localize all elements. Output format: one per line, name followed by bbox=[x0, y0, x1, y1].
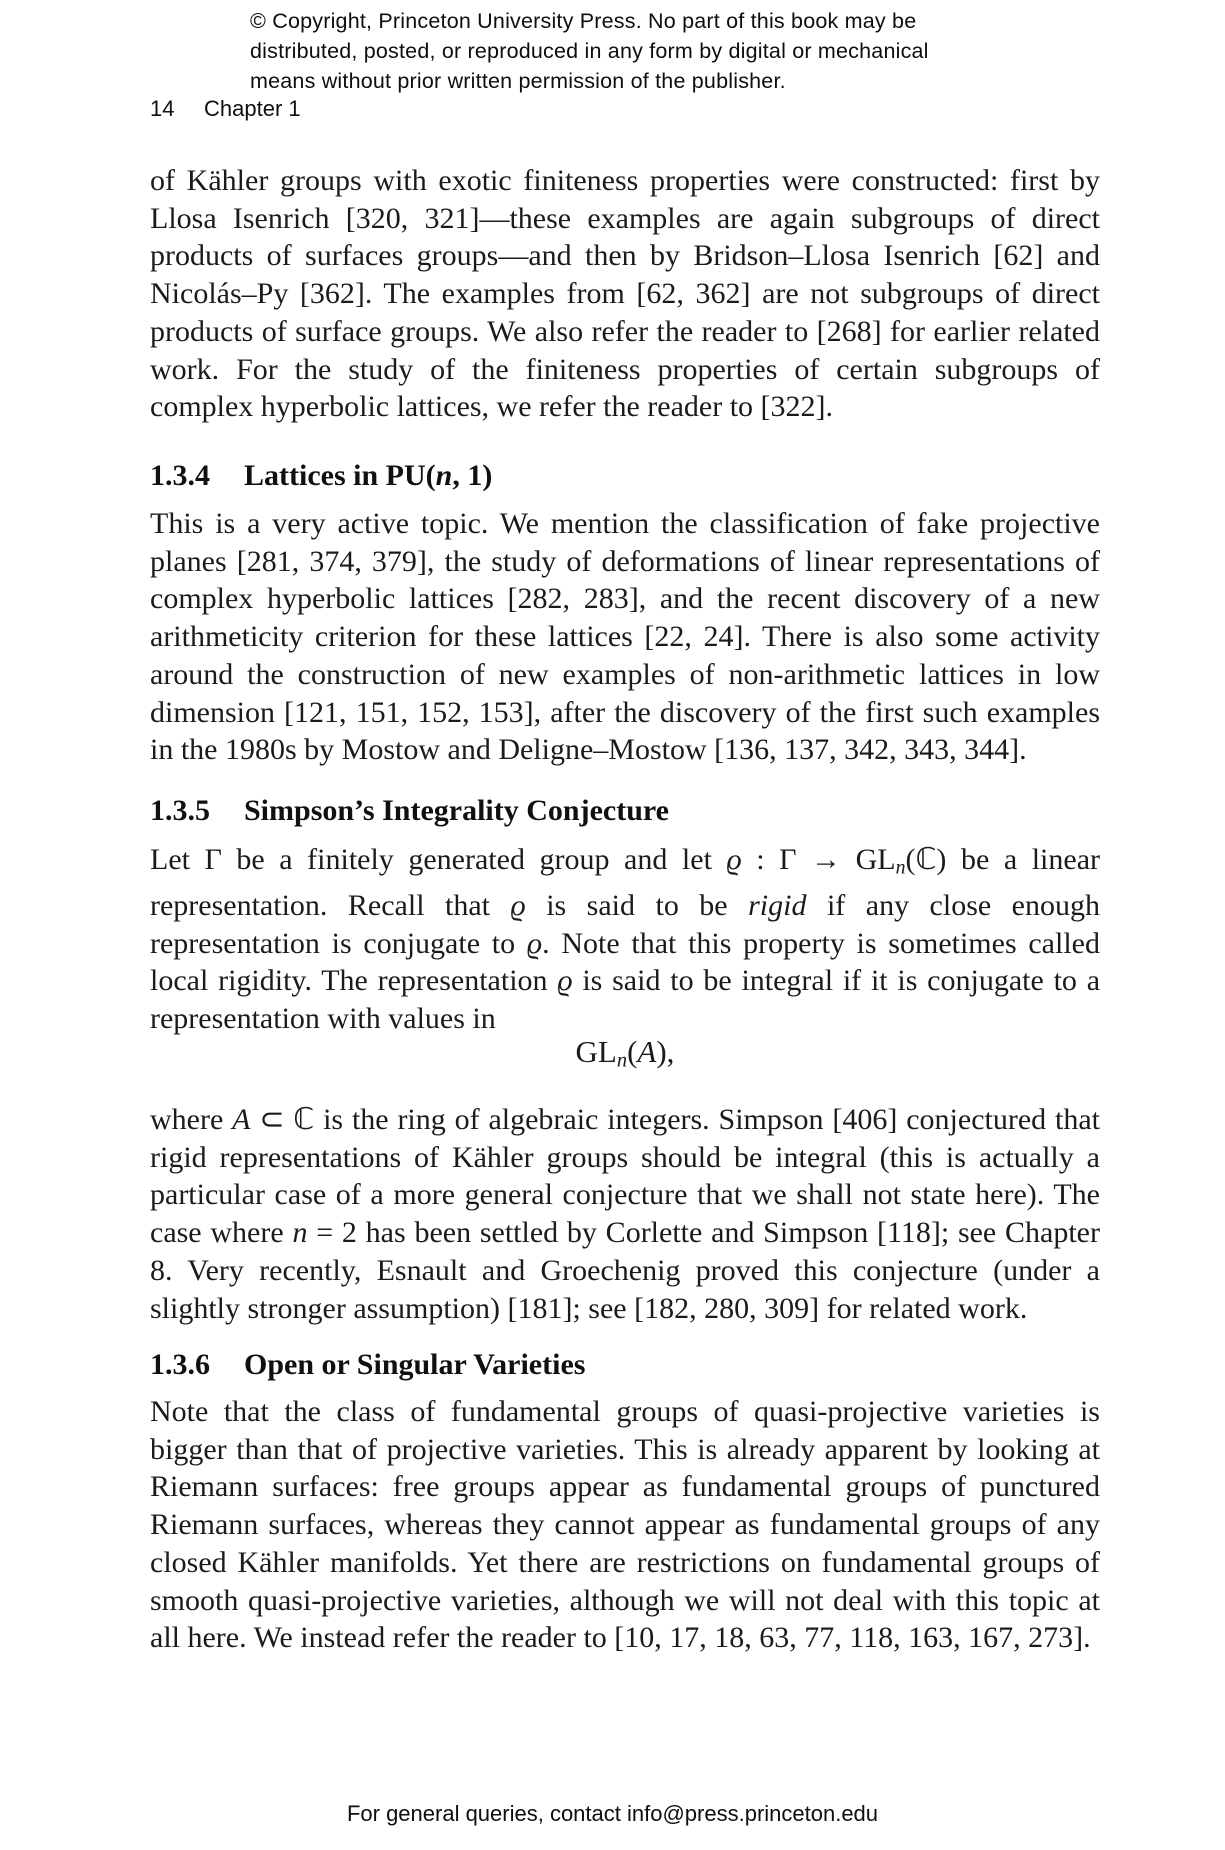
section-heading-1-3-6 bbox=[150, 1348, 1100, 1382]
copyright-line: © Copyright, Princeton University Press. No part of this book may be bbox=[250, 9, 917, 33]
page-footer: For general queries, contact info@press.princeton.edu bbox=[346, 1801, 879, 1826]
display-equation: GLn(A), bbox=[575, 1034, 675, 1072]
heading-number: 1.3.4 bbox=[150, 459, 210, 492]
section-paragraph: This is a very active topic. We mention the classification of fake projective planes [281, 374, 379], the study of deformations of linear representations of complex hyperbolic lattices [282, 283], and the recent discovery of a new arithmeticity criterion for these lattices [22, 24]. There is also some activity around the construction of new examples of non-arithmetic lattices in low dimension [121, 151, 152, 153], after the discovery of the first such examples in the 1980s by Mostow and Deligne–Mostow [136, 137, 342, 343, 344]. bbox=[150, 507, 1100, 767]
section-paragraph: Note that the class of fundamental groups of quasi-projective varieties is bigger than that of projective varieties. This is already apparent by looking at Riemann surfaces: free groups appear as fundamental groups of punctured Riemann surfaces, whereas they cannot appear as fundamental groups of any closed Kähler manifolds. Yet there are restrictions on fundamental groups of smooth quasi-projective varieties, although we will not deal with this topic at all here. We instead refer the reader to [10, 17, 18, 63, 77, 118, 163, 167, 273]. bbox=[150, 1395, 1100, 1655]
section-paragraph: where A ⊂ ℂ is the ring of algebraic integers. Simpson [406] conjectured that rigid representations of Kähler groups should be integral (this is actually a particular case of a more general conjecture that we shall not state here). The case where n = 2 has been settled by Corlette and Simpson [118]; see Chapter 8. Very recently, Esnault and Groechenig proved this conjecture (under a slightly stronger assumption) [181]; see [182, 280, 309] for related work. bbox=[150, 1103, 1100, 1325]
running-head bbox=[150, 96, 301, 122]
intro-paragraph: of Kähler groups with exotic finiteness properties were constructed: first by Llosa Isenrich [320, 321]—these examples are again subgroups of direct products of surfaces groups—and then by Bridson–Llosa Isenrich [62] and Nicolás–Py [362]. The examples from [62, 362] are not subgroups of direct products of surface groups. We also refer the reader to [268] for earlier related work. For the study of the finiteness properties of certain subgroups of complex hyperbolic lattices, we refer the reader to [322]. bbox=[150, 164, 1100, 424]
copyright-line: distributed, posted, or reproduced in any form by digital or mechanical bbox=[250, 39, 929, 63]
heading-title: Lattices in PU(n, 1) bbox=[244, 459, 493, 492]
heading-number: 1.3.5 bbox=[150, 794, 210, 827]
section-heading-1-3-4 bbox=[150, 459, 1100, 493]
section-paragraph: Let Γ be a finitely generated group and let ϱ : Γ → GLn(ℂ) be a linear representation. Recall that ϱ is said to be rigid if any close enough representation is conjugate to ϱ. Note that this property is sometimes called local rigidity. The representation ϱ is said to be integral if it is conjugate to a representation with values in bbox=[150, 843, 1101, 1036]
copyright-notice bbox=[250, 6, 929, 96]
section-heading-1-3-5 bbox=[150, 794, 1100, 828]
heading-number: 1.3.6 bbox=[150, 1348, 210, 1381]
page-number: 14 bbox=[150, 96, 175, 121]
chapter-title: Chapter 1 bbox=[204, 96, 301, 121]
copyright-line: means without prior written permission of the publisher. bbox=[250, 69, 786, 93]
heading-title: Simpson’s Integrality Conjecture bbox=[244, 794, 669, 827]
heading-title: Open or Singular Varieties bbox=[244, 1348, 586, 1381]
